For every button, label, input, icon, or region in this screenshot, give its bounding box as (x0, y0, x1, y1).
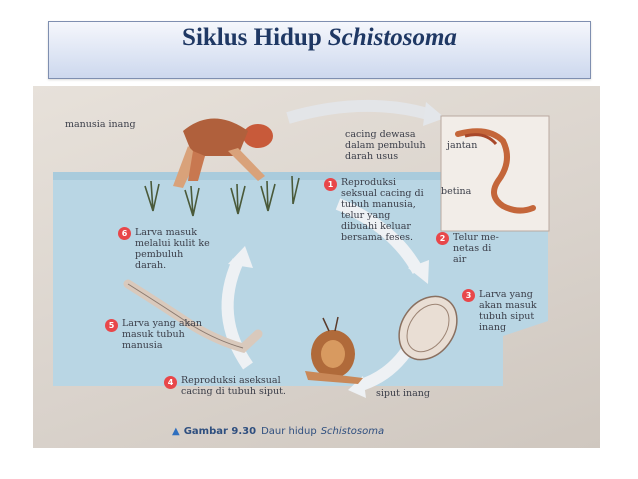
step-4-text: Reproduksi aseksual cacing di tubuh siput. (181, 375, 286, 397)
figure-caption (172, 426, 384, 437)
arrow-human-to-worm (288, 106, 428, 118)
caption-italic: Schistosoma (320, 426, 385, 437)
title-box (48, 21, 591, 79)
caption-text: Daur hidup (261, 426, 317, 437)
step-3-number: 3 (462, 289, 475, 302)
step-3-text: Larva yang akan masuk tubuh siput inang (479, 289, 537, 333)
lifecycle-photo (33, 86, 600, 448)
step-6-number: 6 (118, 227, 131, 240)
step-5-text: Larva yang akan masuk tubuh manusia (122, 318, 203, 351)
slide-title (49, 10, 590, 66)
step-6-text: Larva masuk melalui kulit ke pembuluh darah. (135, 227, 210, 271)
step-4-number: 4 (164, 376, 177, 389)
step-2-number: 2 (436, 232, 449, 245)
lifecycle-illustration (33, 86, 600, 448)
label-snail-host: siput inang (376, 388, 430, 399)
step-1-number: 1 (324, 178, 337, 191)
step-5-number: 5 (105, 319, 118, 332)
title-italic: Schistosoma (327, 24, 457, 51)
caption-figure-number: Gambar 9.30 (183, 426, 257, 437)
label-adult-worm: cacing dewasa dalam pembuluh darah usus (345, 129, 426, 162)
step-1-text: Reproduksi seksual cacing di tubuh manusia, telur yang dibuahi keluar bersama feses. (341, 177, 424, 243)
label-female: betina (441, 186, 472, 197)
triangle-icon: ▲ (172, 426, 180, 437)
label-male: jantan (447, 140, 478, 151)
label-host: manusia inang (65, 119, 136, 130)
title-plain: Siklus Hidup (182, 24, 322, 51)
step-2-text: Telur me- netas di air (453, 232, 499, 265)
